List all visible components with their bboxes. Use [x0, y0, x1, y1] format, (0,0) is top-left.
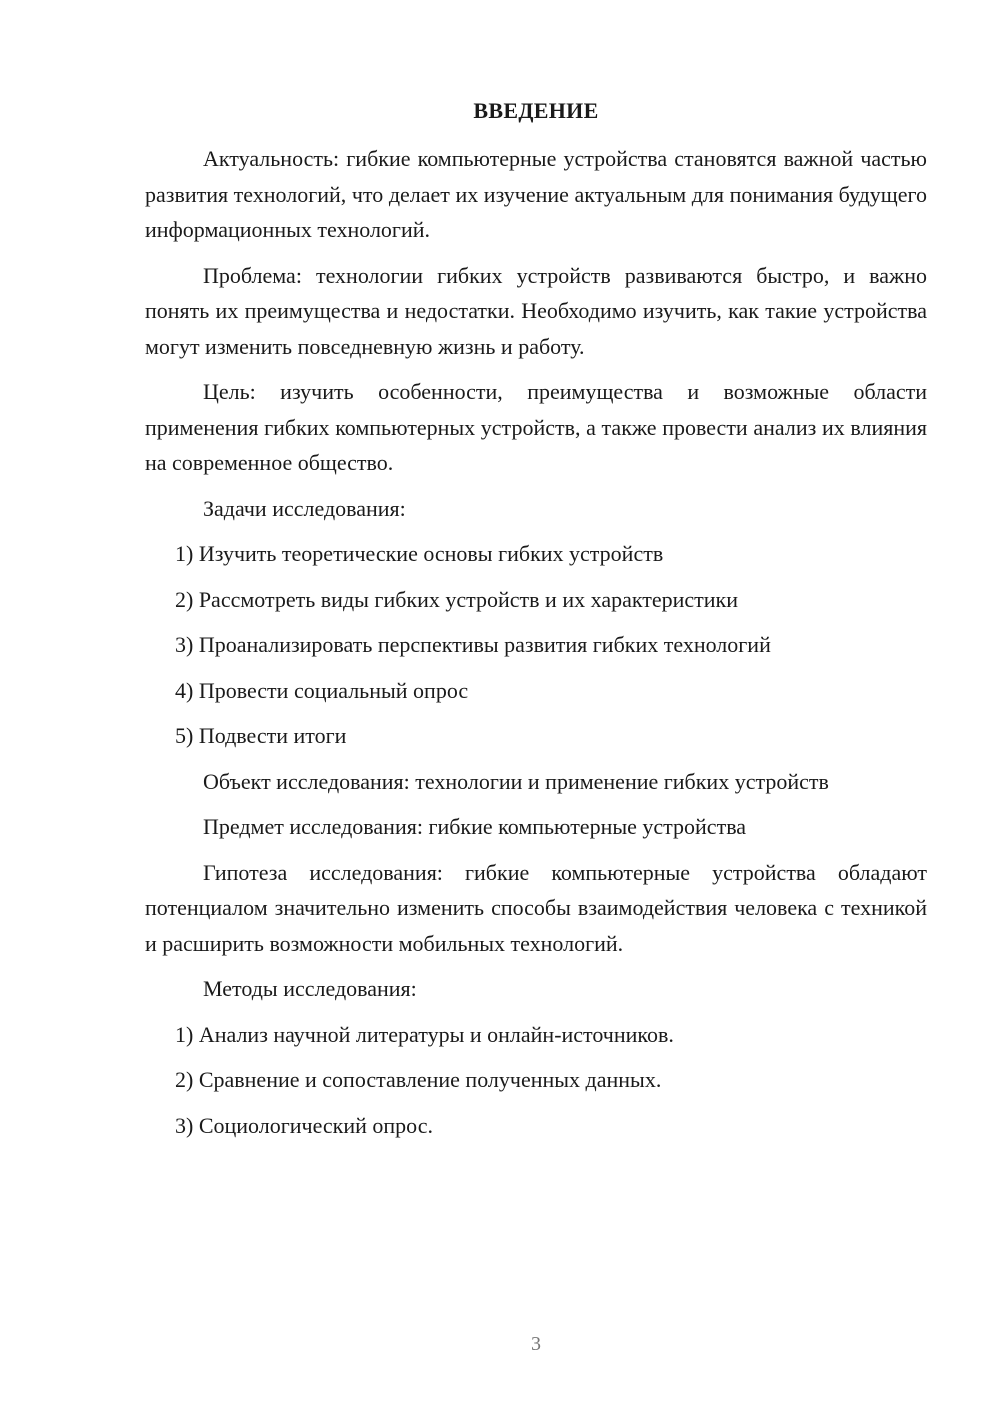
method-item: 3) Социологический опрос. — [175, 1112, 433, 1138]
problem-paragraph: Проблема: технологии гибких устройств развиваются быстро, и важно понять их преимущества и недостатки. Необходимо изучить, как такие устройства могут изменить повседневную жизнь и работу. — [145, 262, 927, 359]
task-item: 5) Подвести итоги — [175, 723, 347, 748]
subject-paragraph: Предмет исследования: гибкие компьютерные устройства — [203, 814, 747, 839]
task-item: 1) Изучить теоретические основы гибких устройств — [175, 541, 664, 566]
relevance-paragraph: Актуальность: гибкие компьютерные устройства становятся важной частью развития технологий, что делает их изучение актуальным для понимания будущего информационных технологий. — [145, 146, 927, 242]
goal-paragraph: Цель: изучить особенности, преимущества и возможные области применения гибких компьютерных устройств, а также провести анализ их влияния на современное общество. — [145, 379, 927, 475]
methods-heading: Методы исследования: — [203, 976, 417, 1001]
page-title: ВВЕДЕНИЕ — [473, 98, 599, 123]
object-paragraph: Объект исследования: технологии и применение гибких устройств — [203, 768, 829, 794]
task-item: 4) Провести социальный опрос — [175, 677, 469, 703]
method-item: 1) Анализ научной литературы и онлайн-источников. — [175, 1021, 674, 1047]
page-number: 3 — [531, 1333, 541, 1355]
task-item: 3) Проанализировать перспективы развития гибких технологий — [175, 632, 771, 657]
document-body — [145, 141, 927, 1153]
tasks-heading: Задачи исследования: — [203, 495, 406, 521]
task-item: 2) Рассмотреть виды гибких устройств и их характеристики — [175, 586, 739, 612]
method-item: 2) Сравнение и сопоставление полученных данных. — [175, 1067, 662, 1092]
hypothesis-paragraph: Гипотеза исследования: гибкие компьютерные устройства обладают потенциалом значительно изменить способы взаимодействия человека с техникой и расширить возможности мобильных технологий. — [145, 859, 927, 956]
